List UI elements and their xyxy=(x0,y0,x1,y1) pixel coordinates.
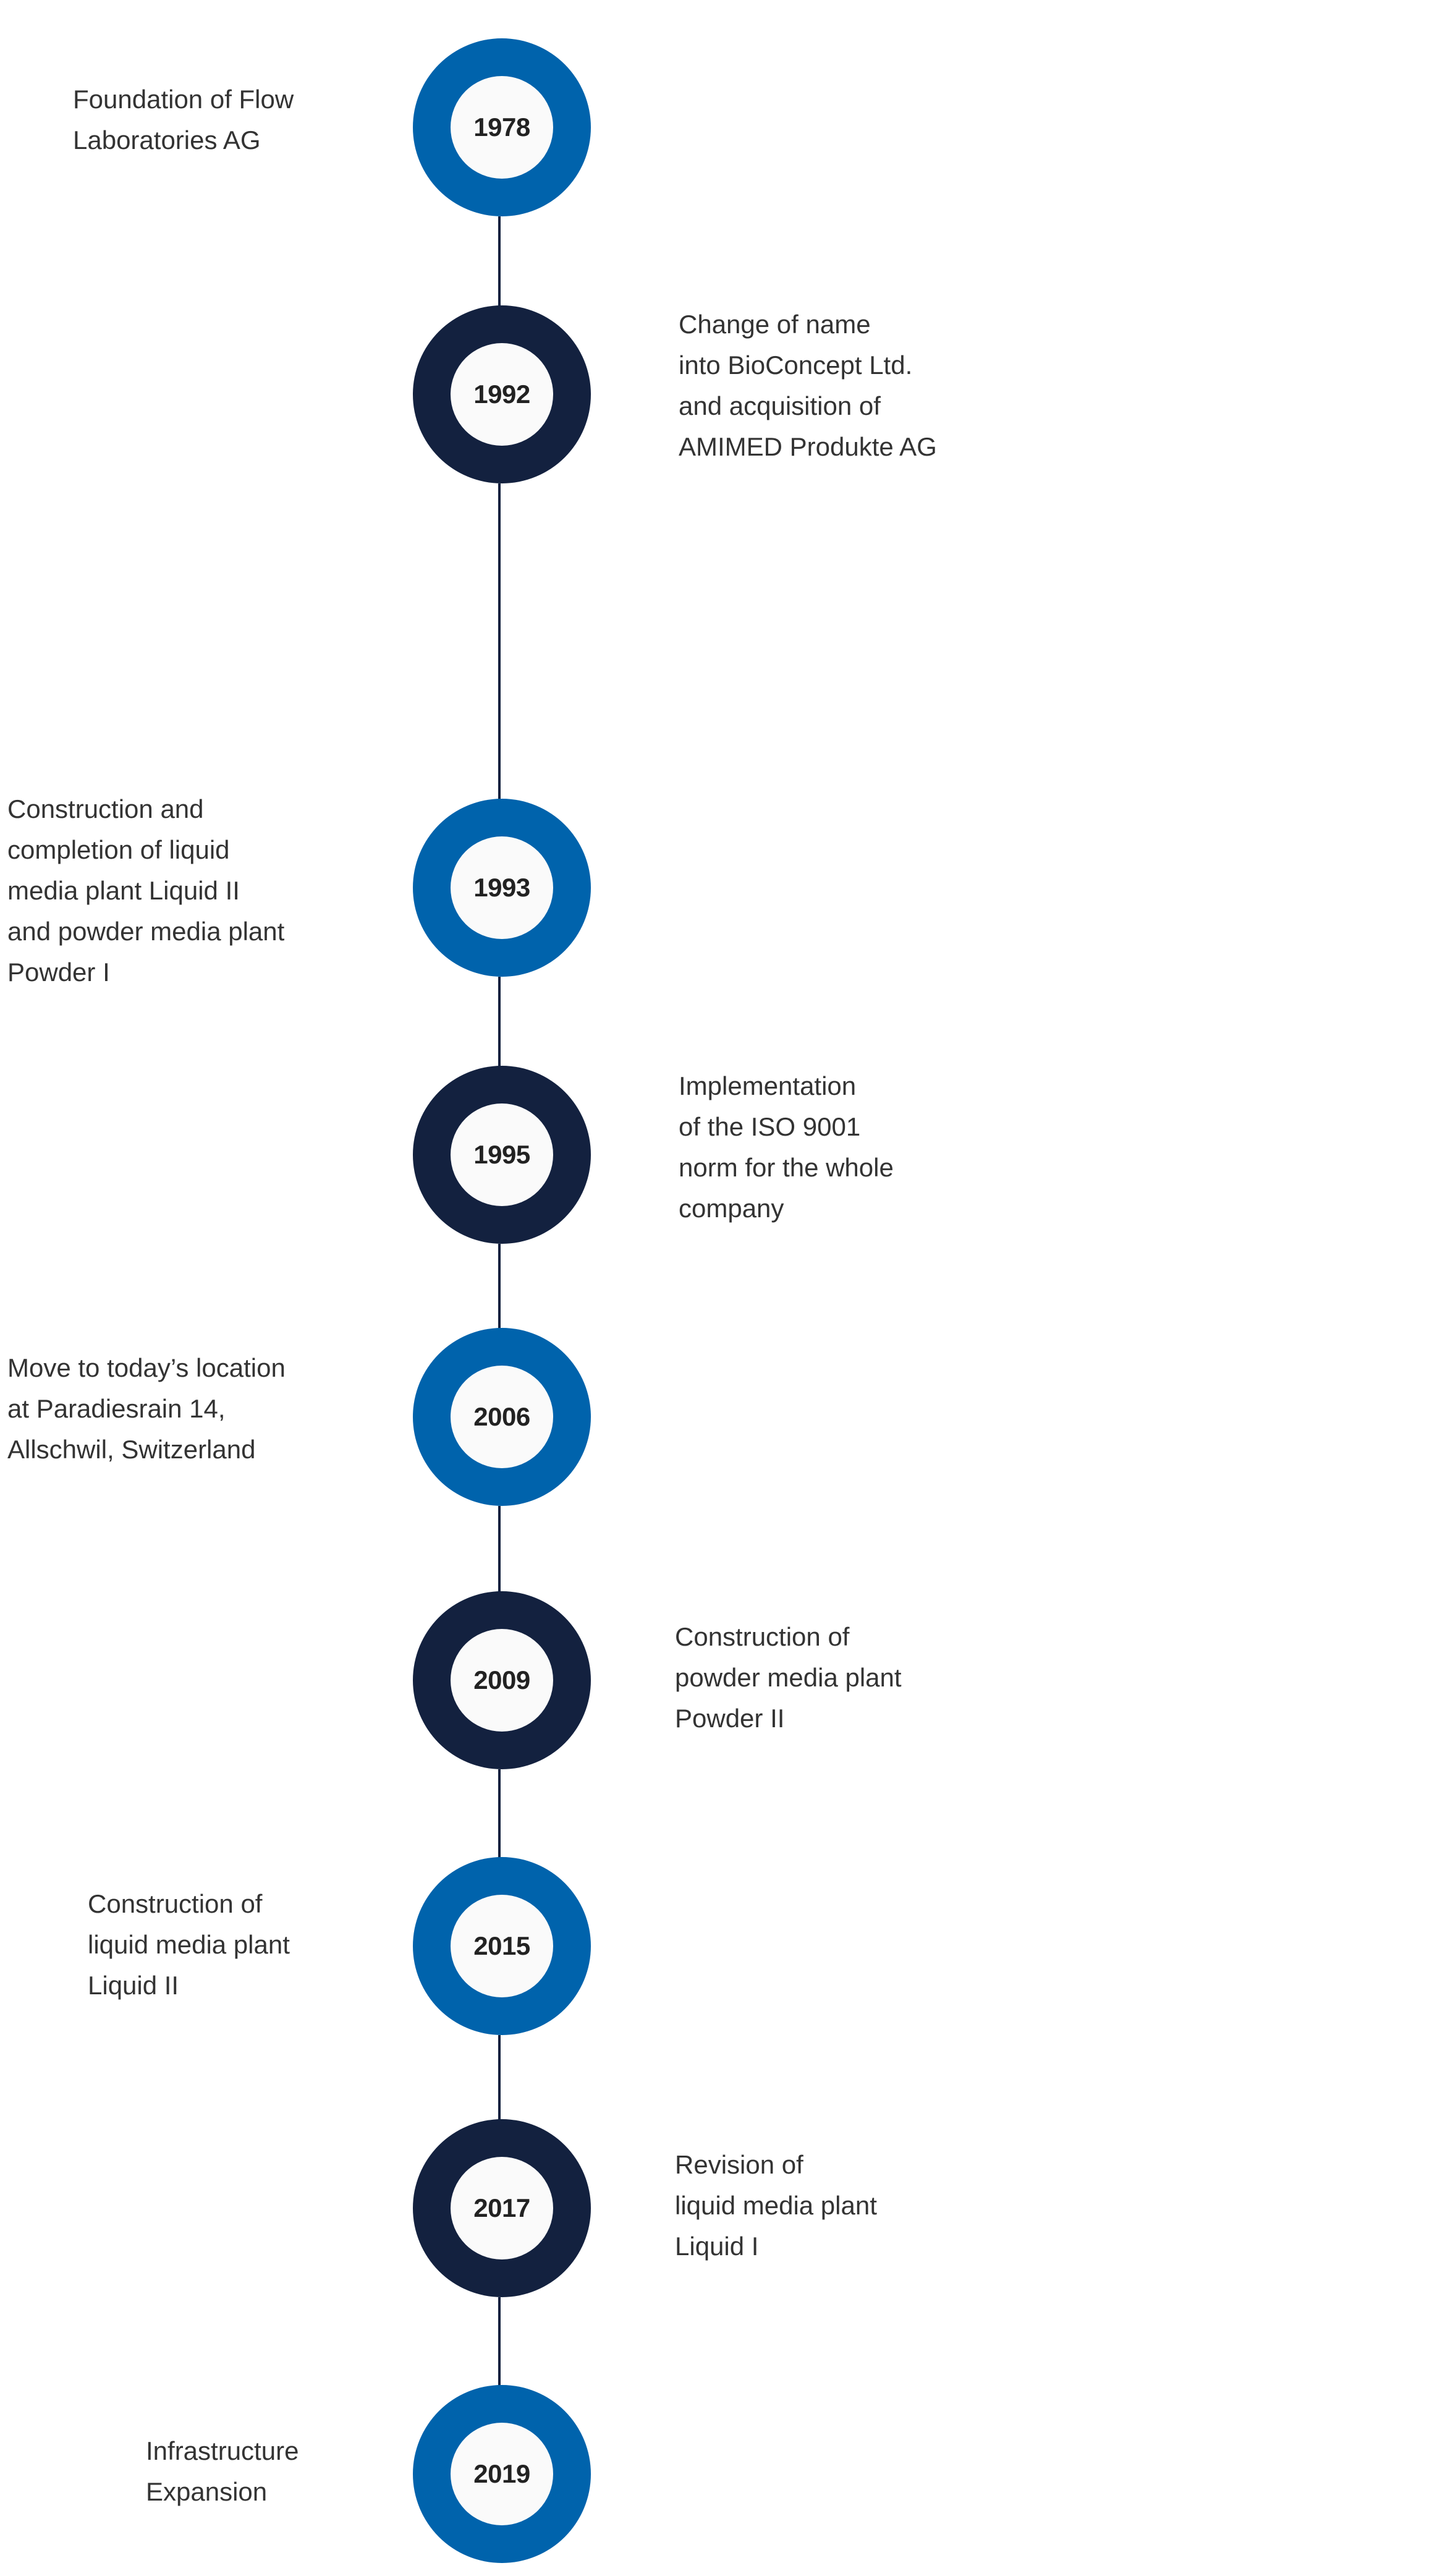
year-node-center xyxy=(451,1103,553,1206)
year-label: 2019 xyxy=(473,2459,530,2488)
year-node-2009 xyxy=(413,1591,591,1769)
year-label: 2009 xyxy=(473,1665,530,1694)
event-description-2017: Revision of liquid media plant Liquid I xyxy=(675,2150,877,2261)
year-node-center xyxy=(451,343,553,446)
year-node-2019 xyxy=(413,2385,591,2563)
event-description-1995: Implementation of the ISO 9001 norm for the whole company xyxy=(679,1071,894,1223)
year-node-center xyxy=(451,1895,553,1997)
year-node-2017 xyxy=(413,2119,591,2297)
timeline-connector xyxy=(498,216,501,307)
timeline-connector xyxy=(498,977,501,1067)
event-description-1992: Change of name into BioConcept Ltd. and acquisition of AMIMED Produkte AG xyxy=(679,310,937,461)
event-description-2015: Construction of liquid media plant Liquid II xyxy=(88,1889,290,2000)
timeline-connector xyxy=(498,1506,501,1592)
year-label: 2017 xyxy=(473,2193,530,2222)
year-label: 1995 xyxy=(473,1140,530,1169)
year-node-1993 xyxy=(413,799,591,977)
year-node-1992 xyxy=(413,305,591,483)
year-node-1995 xyxy=(413,1066,591,1244)
timeline-connector xyxy=(498,1769,501,1858)
year-node-2006 xyxy=(413,1328,591,1506)
year-label: 1978 xyxy=(473,113,530,142)
year-node-center xyxy=(451,2157,553,2259)
year-label: 1992 xyxy=(473,380,530,409)
year-node-center xyxy=(451,2423,553,2525)
year-node-center xyxy=(451,76,553,179)
year-node-center xyxy=(451,836,553,939)
event-description-1993: Construction and completion of liquid media plant Liquid II and powder media plant Powder I xyxy=(7,794,285,987)
timeline-connector xyxy=(498,1244,501,1329)
year-node-2015 xyxy=(413,1857,591,2035)
year-label: 2015 xyxy=(473,1931,530,1960)
timeline-connector xyxy=(498,2035,501,2120)
year-label: 2006 xyxy=(473,1402,530,1431)
year-label: 1993 xyxy=(473,873,530,902)
year-node-center xyxy=(451,1366,553,1468)
timeline-connector xyxy=(498,483,501,800)
event-description-2006: Move to today’s location at Paradiesrain 14, Allschwil, Switzerland xyxy=(7,1353,286,1464)
event-description-2019: Infrastructure Expansion xyxy=(146,2436,299,2506)
timeline-connector xyxy=(498,2297,501,2386)
event-description-2009: Construction of powder media plant Powder II xyxy=(675,1622,902,1733)
year-node-1978 xyxy=(413,38,591,216)
year-node-center xyxy=(451,1629,553,1732)
event-description-1978: Foundation of Flow Laboratories AG xyxy=(73,85,294,155)
